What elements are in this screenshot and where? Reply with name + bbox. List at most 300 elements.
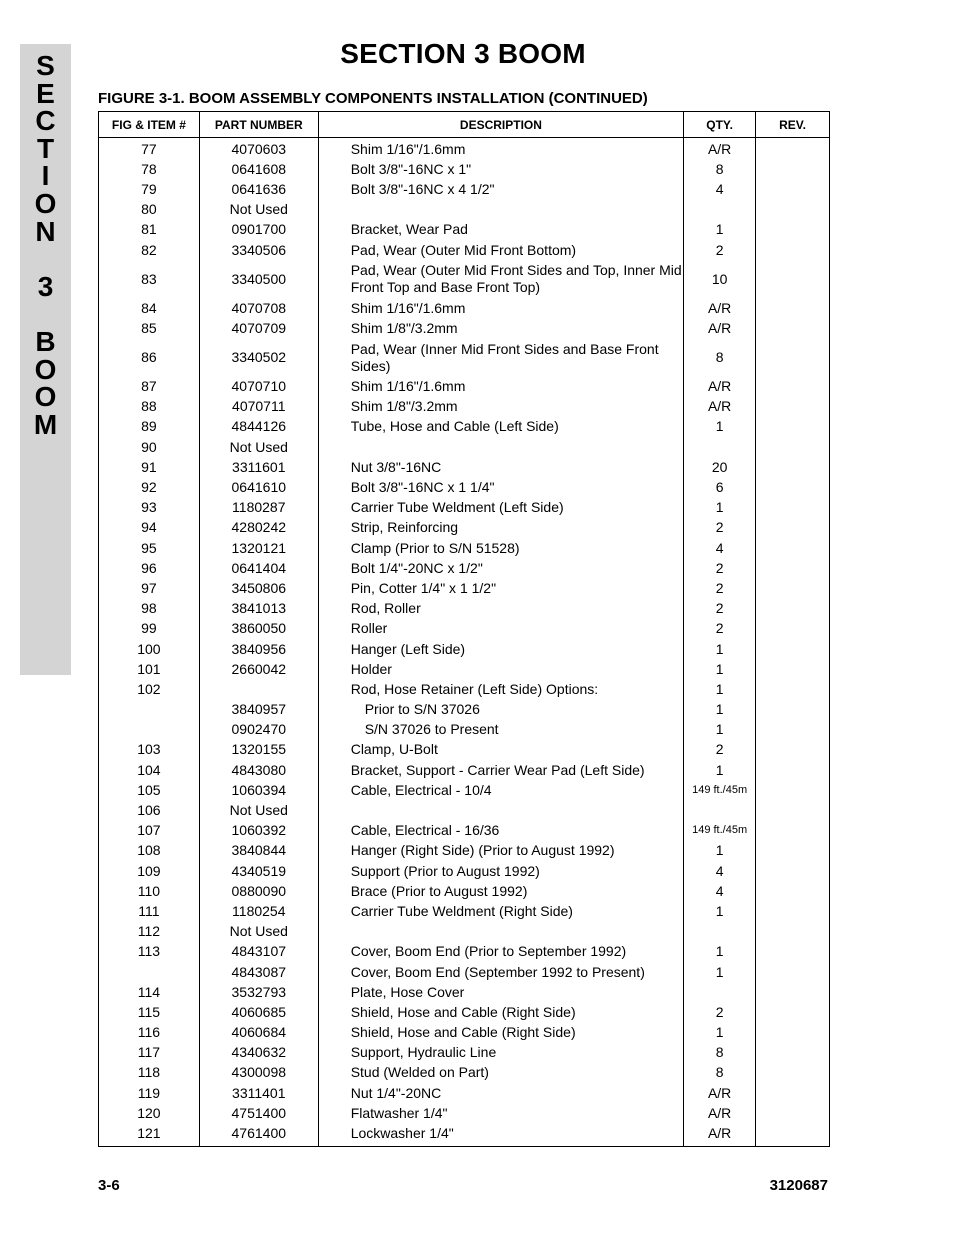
table-row	[99, 477, 830, 497]
item-cell: 118	[99, 1063, 200, 1083]
description-cell: Brace (Prior to August 1992)	[318, 881, 683, 901]
rev-cell	[756, 599, 830, 619]
rev-cell	[756, 179, 830, 199]
item-cell	[99, 962, 200, 982]
table-row	[99, 578, 830, 598]
item-cell: 104	[99, 760, 200, 780]
rev-cell	[756, 1103, 830, 1123]
qty-cell: 1	[684, 498, 756, 518]
part-number-cell: 4070710	[199, 377, 318, 397]
description-cell: Cable, Electrical - 10/4	[318, 780, 683, 800]
description-cell: Plate, Hose Cover	[318, 982, 683, 1002]
table-row	[99, 841, 830, 861]
item-cell: 103	[99, 740, 200, 760]
part-number-cell	[199, 679, 318, 699]
side-tab-letter: E	[36, 77, 55, 109]
table-row	[99, 220, 830, 240]
qty-cell: 1	[684, 700, 756, 720]
rev-cell	[756, 1043, 830, 1063]
qty-cell	[684, 437, 756, 457]
rev-cell	[756, 1123, 830, 1146]
section-side-tab	[20, 44, 71, 675]
description-cell: Pin, Cotter 1/4" x 1 1/2"	[318, 578, 683, 598]
description-cell: Hanger (Left Side)	[318, 639, 683, 659]
table-row	[99, 138, 830, 160]
item-cell: 121	[99, 1123, 200, 1146]
item-cell: 92	[99, 477, 200, 497]
item-cell: 90	[99, 437, 200, 457]
rev-cell	[756, 942, 830, 962]
description-cell: Support, Hydraulic Line	[318, 1043, 683, 1063]
part-number-cell: 4751400	[199, 1103, 318, 1123]
table-row	[99, 679, 830, 699]
part-number-cell: 4060684	[199, 1023, 318, 1043]
part-number-cell: 3532793	[199, 982, 318, 1002]
qty-cell: 10	[684, 260, 756, 298]
item-cell: 114	[99, 982, 200, 1002]
table-row	[99, 1103, 830, 1123]
description-cell: Tube, Hose and Cable (Left Side)	[318, 417, 683, 437]
qty-cell: 1	[684, 639, 756, 659]
table-row	[99, 298, 830, 318]
description-cell	[318, 800, 683, 820]
table-row	[99, 437, 830, 457]
qty-cell: 20	[684, 457, 756, 477]
qty-cell: A/R	[684, 397, 756, 417]
description-cell: Rod, Hose Retainer (Left Side) Options:	[318, 679, 683, 699]
item-cell: 119	[99, 1083, 200, 1103]
item-cell: 91	[99, 457, 200, 477]
item-cell: 89	[99, 417, 200, 437]
qty-cell	[684, 800, 756, 820]
qty-cell: 8	[684, 1043, 756, 1063]
qty-cell: 6	[684, 477, 756, 497]
description-cell: Bolt 1/4"-20NC x 1/2"	[318, 558, 683, 578]
item-cell: 110	[99, 881, 200, 901]
part-number-cell: 1180287	[199, 498, 318, 518]
description-cell: Cover, Boom End (September 1992 to Present)	[318, 962, 683, 982]
qty-cell	[684, 922, 756, 942]
item-cell: 88	[99, 397, 200, 417]
document-number: 3120687	[769, 1177, 828, 1194]
qty-cell: 1	[684, 841, 756, 861]
rev-cell	[756, 861, 830, 881]
side-tab-letter: B	[35, 325, 56, 357]
rev-cell	[756, 397, 830, 417]
part-number-cell: 0641636	[199, 179, 318, 199]
description-cell: Shim 1/16"/1.6mm	[318, 298, 683, 318]
rev-cell	[756, 260, 830, 298]
rev-cell	[756, 639, 830, 659]
rev-cell	[756, 720, 830, 740]
rev-cell	[756, 457, 830, 477]
item-cell: 82	[99, 240, 200, 260]
description-cell	[318, 437, 683, 457]
table-row	[99, 457, 830, 477]
part-number-cell: 4060685	[199, 1002, 318, 1022]
qty-cell: 1	[684, 760, 756, 780]
rev-cell	[756, 881, 830, 901]
part-number-cell: Not Used	[199, 800, 318, 820]
table-row	[99, 1083, 830, 1103]
item-cell: 80	[99, 200, 200, 220]
part-number-cell: 3340500	[199, 260, 318, 298]
rev-cell	[756, 841, 830, 861]
qty-cell: 2	[684, 740, 756, 760]
side-tab-letter: T	[36, 132, 55, 164]
rev-cell	[756, 200, 830, 220]
rev-cell	[756, 220, 830, 240]
description-cell: Prior to S/N 37026	[318, 700, 683, 720]
item-cell: 95	[99, 538, 200, 558]
part-number-cell: 0880090	[199, 881, 318, 901]
part-number-cell: 4761400	[199, 1123, 318, 1146]
part-number-cell: 4070603	[199, 138, 318, 160]
table-row	[99, 1123, 830, 1146]
item-cell: 78	[99, 159, 200, 179]
part-number-cell: 0641610	[199, 477, 318, 497]
item-cell: 99	[99, 619, 200, 639]
side-tab-letter: N	[35, 215, 56, 247]
qty-cell: 2	[684, 599, 756, 619]
rev-cell	[756, 1023, 830, 1043]
part-number-cell: 0902470	[199, 720, 318, 740]
description-cell: Strip, Reinforcing	[318, 518, 683, 538]
description-cell: Clamp (Prior to S/N 51528)	[318, 538, 683, 558]
description-cell: Cover, Boom End (Prior to September 1992)	[318, 942, 683, 962]
item-cell: 108	[99, 841, 200, 861]
figure-title: FIGURE 3-1. BOOM ASSEMBLY COMPONENTS INSTALLATION (CONTINUED)	[98, 90, 648, 107]
table-row	[99, 538, 830, 558]
description-cell: Bracket, Wear Pad	[318, 220, 683, 240]
qty-cell: 8	[684, 159, 756, 179]
item-cell: 93	[99, 498, 200, 518]
table-row	[99, 922, 830, 942]
part-number-cell: 3311601	[199, 457, 318, 477]
item-cell: 115	[99, 1002, 200, 1022]
item-cell: 84	[99, 298, 200, 318]
side-tab-letter: O	[34, 187, 57, 219]
qty-cell	[684, 982, 756, 1002]
description-cell: Nut 3/8"-16NC	[318, 457, 683, 477]
rev-cell	[756, 518, 830, 538]
qty-cell: A/R	[684, 377, 756, 397]
table-row	[99, 962, 830, 982]
description-cell: Holder	[318, 659, 683, 679]
table-row	[99, 498, 830, 518]
parts-table	[98, 111, 830, 1147]
part-number-cell: 0641608	[199, 159, 318, 179]
item-cell: 77	[99, 138, 200, 160]
side-tab-letter	[20, 245, 71, 273]
rev-cell	[756, 377, 830, 397]
side-tab-letter	[20, 300, 71, 328]
qty-cell: 2	[684, 518, 756, 538]
item-cell: 96	[99, 558, 200, 578]
item-cell	[99, 720, 200, 740]
description-cell: Stud (Welded on Part)	[318, 1063, 683, 1083]
section-tab-letters	[20, 52, 71, 438]
side-tab-letter: M	[33, 408, 58, 440]
table-row	[99, 659, 830, 679]
description-cell: Cable, Electrical - 16/36	[318, 821, 683, 841]
item-cell: 117	[99, 1043, 200, 1063]
part-number-cell: 3340502	[199, 339, 318, 377]
qty-cell: 8	[684, 339, 756, 377]
table-row	[99, 619, 830, 639]
table-row	[99, 339, 830, 377]
table-row	[99, 417, 830, 437]
table-row	[99, 558, 830, 578]
rev-cell	[756, 679, 830, 699]
table-row	[99, 318, 830, 338]
description-cell: Shim 1/16"/1.6mm	[318, 377, 683, 397]
qty-cell: 1	[684, 417, 756, 437]
part-number-cell: 0901700	[199, 220, 318, 240]
item-cell: 109	[99, 861, 200, 881]
qty-cell: A/R	[684, 1083, 756, 1103]
description-cell: Bolt 3/8"-16NC x 1"	[318, 159, 683, 179]
description-cell: Pad, Wear (Inner Mid Front Sides and Base Front Sides)	[318, 339, 683, 377]
item-cell: 81	[99, 220, 200, 240]
rev-cell	[756, 558, 830, 578]
item-cell: 105	[99, 780, 200, 800]
table-row	[99, 1002, 830, 1022]
table-row	[99, 821, 830, 841]
description-cell: Bolt 3/8"-16NC x 4 1/2"	[318, 179, 683, 199]
table-row	[99, 720, 830, 740]
rev-cell	[756, 740, 830, 760]
part-number-cell: 1320121	[199, 538, 318, 558]
header-fig-item: FIG & ITEM #	[99, 112, 200, 138]
rev-cell	[756, 760, 830, 780]
header-rev: REV.	[756, 112, 830, 138]
part-number-cell: 3340506	[199, 240, 318, 260]
part-number-cell: 4340632	[199, 1043, 318, 1063]
item-cell: 94	[99, 518, 200, 538]
item-cell: 100	[99, 639, 200, 659]
description-cell: Pad, Wear (Outer Mid Front Sides and Top, Inner Mid Front Top and Base Front Top)	[318, 260, 683, 298]
item-cell: 79	[99, 179, 200, 199]
part-number-cell: 4300098	[199, 1063, 318, 1083]
qty-cell: A/R	[684, 1103, 756, 1123]
qty-cell: 4	[684, 179, 756, 199]
page-title: SECTION 3 BOOM	[340, 38, 586, 69]
description-cell: Shim 1/8"/3.2mm	[318, 318, 683, 338]
qty-cell: 2	[684, 619, 756, 639]
rev-cell	[756, 1002, 830, 1022]
part-number-cell: Not Used	[199, 922, 318, 942]
page-number: 3-6	[98, 1177, 120, 1194]
rev-cell	[756, 1063, 830, 1083]
item-cell: 98	[99, 599, 200, 619]
side-tab-letter: O	[34, 353, 57, 385]
rev-cell	[756, 1083, 830, 1103]
table-row	[99, 639, 830, 659]
rev-cell	[756, 962, 830, 982]
description-cell	[318, 200, 683, 220]
table-row	[99, 942, 830, 962]
rev-cell	[756, 578, 830, 598]
qty-cell: 149 ft./45m	[684, 780, 756, 800]
part-number-cell: 3840844	[199, 841, 318, 861]
part-number-cell: 3840956	[199, 639, 318, 659]
part-number-cell: 0641404	[199, 558, 318, 578]
part-number-cell: 4843107	[199, 942, 318, 962]
table-row	[99, 159, 830, 179]
side-tab-letter: I	[41, 160, 50, 192]
table-row	[99, 982, 830, 1002]
qty-cell: 8	[684, 1063, 756, 1083]
description-cell: Bolt 3/8"-16NC x 1 1/4"	[318, 477, 683, 497]
header-description: DESCRIPTION	[318, 112, 683, 138]
side-tab-letter: 3	[37, 270, 54, 302]
description-cell: Shim 1/16"/1.6mm	[318, 138, 683, 160]
item-cell: 120	[99, 1103, 200, 1123]
table-row	[99, 1023, 830, 1043]
table-row	[99, 881, 830, 901]
part-number-cell: 4844126	[199, 417, 318, 437]
table-row	[99, 240, 830, 260]
description-cell: Clamp, U-Bolt	[318, 740, 683, 760]
side-tab-letter: O	[34, 381, 57, 413]
rev-cell	[756, 240, 830, 260]
description-cell: Bracket, Support - Carrier Wear Pad (Left Side)	[318, 760, 683, 780]
rev-cell	[756, 800, 830, 820]
table-row	[99, 1063, 830, 1083]
description-cell: Flatwasher 1/4"	[318, 1103, 683, 1123]
table-row	[99, 518, 830, 538]
rev-cell	[756, 298, 830, 318]
item-cell: 107	[99, 821, 200, 841]
rev-cell	[756, 700, 830, 720]
rev-cell	[756, 138, 830, 160]
description-cell: Carrier Tube Weldment (Left Side)	[318, 498, 683, 518]
table-header-row	[99, 112, 830, 138]
item-cell: 112	[99, 922, 200, 942]
rev-cell	[756, 821, 830, 841]
description-cell: Support (Prior to August 1992)	[318, 861, 683, 881]
qty-cell: 4	[684, 538, 756, 558]
rev-cell	[756, 159, 830, 179]
description-cell	[318, 922, 683, 942]
rev-cell	[756, 339, 830, 377]
qty-cell: 1	[684, 901, 756, 921]
rev-cell	[756, 922, 830, 942]
table-row	[99, 200, 830, 220]
part-number-cell: 1320155	[199, 740, 318, 760]
qty-cell: 1	[684, 220, 756, 240]
side-tab-letter: C	[35, 105, 56, 137]
item-cell: 102	[99, 679, 200, 699]
table-row	[99, 179, 830, 199]
item-cell: 83	[99, 260, 200, 298]
rev-cell	[756, 982, 830, 1002]
qty-cell: A/R	[684, 318, 756, 338]
part-number-cell: 3450806	[199, 578, 318, 598]
qty-cell: 149 ft./45m	[684, 821, 756, 841]
table-row	[99, 780, 830, 800]
qty-cell: 1	[684, 1023, 756, 1043]
item-cell: 97	[99, 578, 200, 598]
qty-cell: 2	[684, 1002, 756, 1022]
qty-cell: 1	[684, 962, 756, 982]
table-row	[99, 1043, 830, 1063]
table-row	[99, 760, 830, 780]
qty-cell: 2	[684, 240, 756, 260]
rev-cell	[756, 659, 830, 679]
part-number-cell: 4070708	[199, 298, 318, 318]
rev-cell	[756, 437, 830, 457]
qty-cell: 1	[684, 659, 756, 679]
item-cell: 113	[99, 942, 200, 962]
rev-cell	[756, 318, 830, 338]
table-row	[99, 901, 830, 921]
rev-cell	[756, 780, 830, 800]
part-number-cell: 1060392	[199, 821, 318, 841]
description-cell: Rod, Roller	[318, 599, 683, 619]
item-cell: 116	[99, 1023, 200, 1043]
description-cell: Nut 1/4"-20NC	[318, 1083, 683, 1103]
description-cell: Roller	[318, 619, 683, 639]
part-number-cell: 4070711	[199, 397, 318, 417]
table-row	[99, 700, 830, 720]
description-cell: Lockwasher 1/4"	[318, 1123, 683, 1146]
rev-cell	[756, 498, 830, 518]
part-number-cell: 4280242	[199, 518, 318, 538]
table-row	[99, 260, 830, 298]
qty-cell: 1	[684, 679, 756, 699]
item-cell: 106	[99, 800, 200, 820]
qty-cell: 1	[684, 720, 756, 740]
qty-cell: A/R	[684, 1123, 756, 1146]
part-number-cell: 1180254	[199, 901, 318, 921]
rev-cell	[756, 417, 830, 437]
table-row	[99, 377, 830, 397]
part-number-cell: Not Used	[199, 200, 318, 220]
description-cell: Carrier Tube Weldment (Right Side)	[318, 901, 683, 921]
qty-cell: A/R	[684, 298, 756, 318]
part-number-cell: 2660042	[199, 659, 318, 679]
description-cell: Hanger (Right Side) (Prior to August 1992)	[318, 841, 683, 861]
description-cell: S/N 37026 to Present	[318, 720, 683, 740]
header-part-number: PART NUMBER	[199, 112, 318, 138]
item-cell: 86	[99, 339, 200, 377]
table-row	[99, 397, 830, 417]
qty-cell: 1	[684, 942, 756, 962]
description-cell: Shim 1/8"/3.2mm	[318, 397, 683, 417]
part-number-cell: 3860050	[199, 619, 318, 639]
part-number-cell: 4843087	[199, 962, 318, 982]
part-number-cell: 3841013	[199, 599, 318, 619]
item-cell: 87	[99, 377, 200, 397]
qty-cell: 2	[684, 558, 756, 578]
part-number-cell: 3840957	[199, 700, 318, 720]
part-number-cell: 3311401	[199, 1083, 318, 1103]
description-cell: Shield, Hose and Cable (Right Side)	[318, 1002, 683, 1022]
item-cell	[99, 700, 200, 720]
part-number-cell: Not Used	[199, 437, 318, 457]
item-cell: 111	[99, 901, 200, 921]
rev-cell	[756, 477, 830, 497]
table-row	[99, 599, 830, 619]
qty-cell	[684, 200, 756, 220]
qty-cell: 4	[684, 861, 756, 881]
qty-cell: 2	[684, 578, 756, 598]
part-number-cell: 4070709	[199, 318, 318, 338]
item-cell: 101	[99, 659, 200, 679]
item-cell: 85	[99, 318, 200, 338]
